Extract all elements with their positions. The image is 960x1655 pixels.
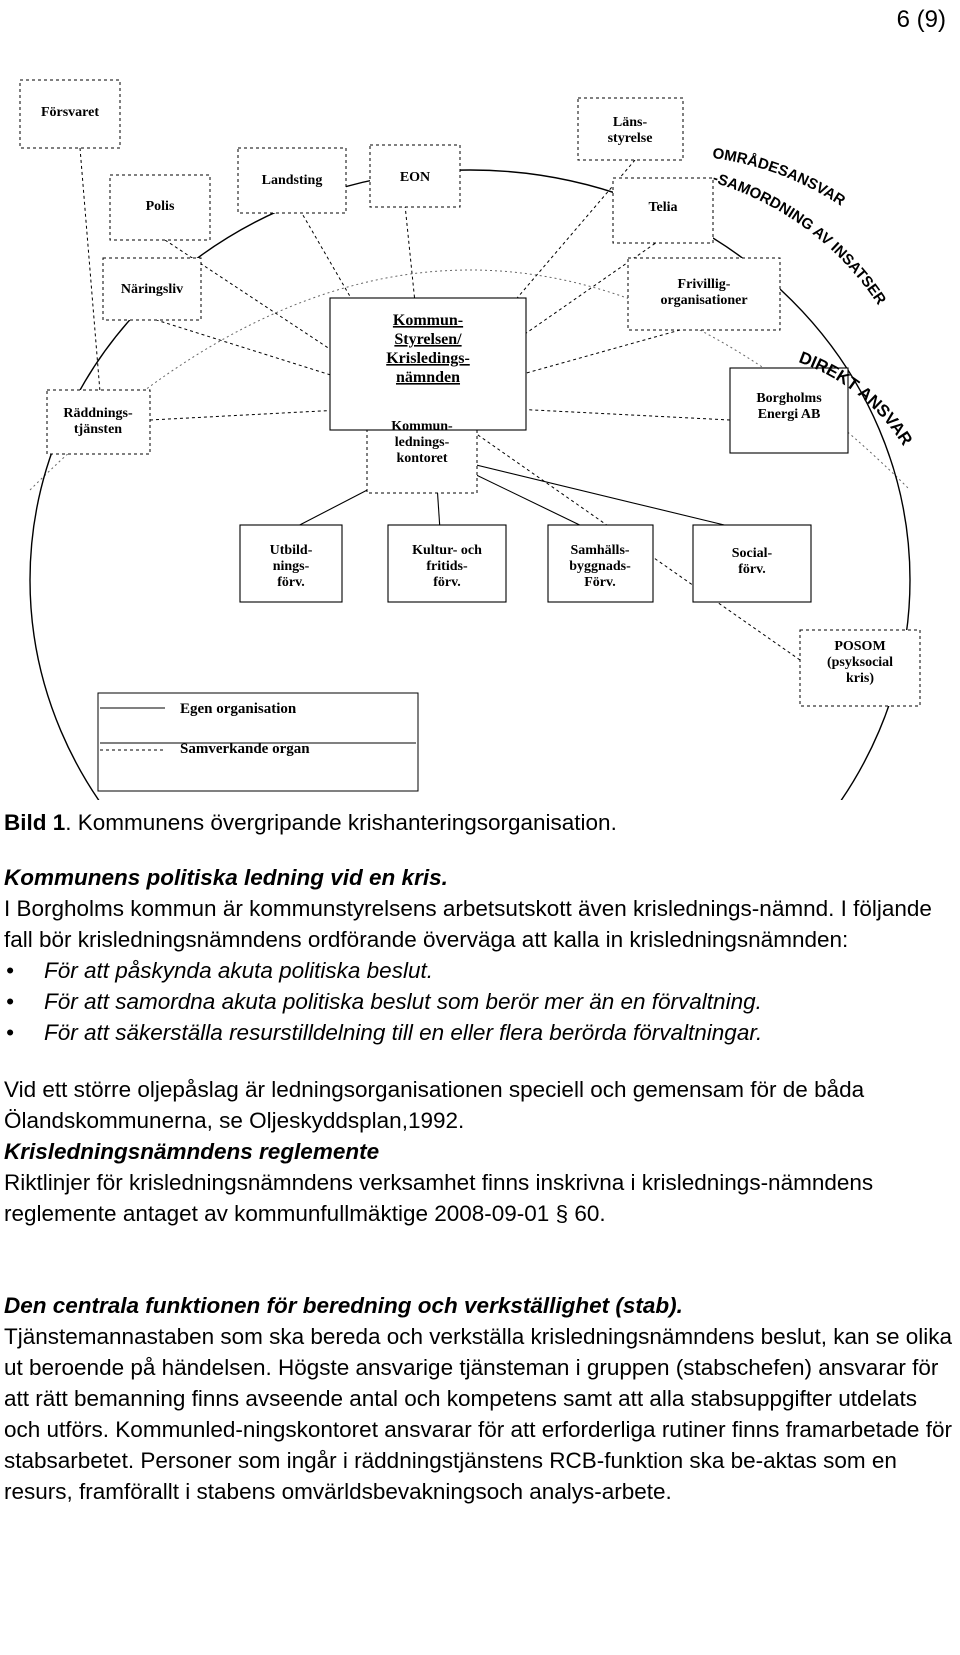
list-item: • För att påskynda akuta politiska beslut. — [4, 955, 954, 986]
page-number: 6 (9) — [896, 6, 946, 33]
legend — [98, 693, 418, 791]
section-paragraph: Riktlinjer för krisledningsnämndens verksamhet finns inskrivna i krislednings-nämndens reglemente antaget av kommunfullmäktige 2008-09-01 § 60. — [4, 1170, 874, 1226]
node-label-line: förv. — [738, 562, 766, 577]
node-label-line: tjänsten — [73, 422, 123, 437]
node-label-line: Läns- — [612, 115, 648, 130]
node-label-line: Samhälls- — [570, 543, 630, 558]
legend-solid-label: Egen organisation — [180, 701, 297, 717]
solid-connectors — [290, 445, 745, 530]
node-label-line: (psyksocial — [826, 655, 894, 670]
figure-caption: Bild 1. Kommunens övergripande krishanteringsorganisation. — [4, 810, 617, 835]
node-label-line: POSOM — [834, 639, 886, 654]
section-political-leadership — [4, 862, 954, 1136]
organisation-diagram — [0, 60, 960, 800]
node-label-line: kontoret — [396, 451, 448, 466]
node-label-line: Polis — [145, 199, 175, 214]
label-kommunledningskontoret — [391, 419, 453, 466]
section-regulation — [4, 1136, 954, 1229]
legend-dashed-label: Samverkande organ — [180, 741, 310, 757]
oil-paragraph: Vid ett större oljepåslag är ledningsorganisationen speciell och gemensam för de båda Ölandskommunerna, se Oljeskyddsplan,1992. — [4, 1077, 865, 1133]
node-label-line: Energi AB — [757, 407, 821, 422]
section-paragraph: I Borgholms kommun är kommunstyrelsens arbetsutskott även krislednings-nämnd. I följande fall bör krisledningsnämndens ordförande överväga att kalla in krisledningsnämnden: — [4, 896, 932, 952]
node-label-line: Försvaret — [40, 105, 100, 120]
label-lansstyrelse — [608, 115, 653, 146]
node-label-line: EON — [399, 170, 431, 185]
node-label-line: byggnads- — [569, 559, 631, 574]
node-label-line: Styrelsen/ — [394, 331, 462, 348]
label-borgholms-energi — [756, 391, 822, 422]
label-telia — [648, 200, 677, 215]
label-eon — [400, 170, 430, 185]
arc-label-direkt: DIREKT ANSVAR — [796, 347, 917, 449]
label-polis — [146, 199, 175, 214]
node-label-line: Kommun- — [392, 312, 464, 329]
node-label-line: lednings- — [394, 435, 450, 450]
node-label-line: Borgholms — [756, 391, 822, 406]
bullet-list — [4, 955, 954, 1048]
label-naringsliv — [121, 282, 183, 297]
label-forsvaret — [41, 105, 99, 120]
node-label-line: Telia — [648, 200, 678, 215]
node-label-line: Kommun- — [391, 419, 453, 434]
node-label-line: Landsting — [261, 173, 323, 188]
node-label-line: fritids- — [426, 559, 468, 574]
node-label-line: nings- — [272, 559, 310, 574]
node-label-line: Krisledings- — [386, 350, 470, 367]
label-landsting — [262, 173, 323, 188]
node-label-line: Frivillig- — [677, 277, 731, 292]
node-label-line: Utbild- — [269, 543, 313, 558]
section-heading: Kommunens politiska ledning vid en kris. — [4, 865, 448, 890]
node-label-line: Räddnings- — [63, 406, 133, 421]
list-item: • För att säkerställa resurstilldelning till en eller flera berörda förvaltningar. — [4, 1017, 954, 1048]
arc-label-omradesansvar: OMRÅDESANSVAR — [711, 145, 849, 210]
node-label-line: Näringsliv — [120, 282, 184, 297]
arc-label-samordning: -SAMORDNING AV INSATSER — [710, 169, 890, 308]
node-label-line: Social- — [731, 546, 773, 561]
node-label-line: förv. — [433, 575, 461, 590]
node-label-line: Förv. — [584, 575, 616, 590]
list-item: • För att samordna akuta politiska beslut som berör mer än en förvaltning. — [4, 986, 954, 1017]
node-label-line: nämnden — [395, 369, 461, 386]
node-label-line: styrelse — [607, 131, 653, 146]
section-staff — [4, 1290, 954, 1507]
section-heading: Den centrala funktionen för beredning och verkställighet (stab). — [4, 1293, 683, 1318]
node-label-line: Kultur- och — [412, 543, 482, 558]
section-paragraph: Tjänstemannastaben som ska bereda och verkställa krisledningsnämndens beslut, kan se olika ut beroende på händelsen. Högste ansvarige tjänsteman i gruppen (stabschefen) ansvarar för att rätt bemanning finns avseende antal och kompetens samt att alla stabsuppgifter utdelats och utförs. Kommunled-ningskontoret ansvarar för att erforderliga rutiner finns framarbetade för stabsarbetet. Personer som ingår i räddningstjänstens RCB-funktion ska be-aktas som en resurs, framförallt i stabens omvärldsbevakningsoch analys-arbete. — [4, 1324, 953, 1504]
node-label-line: kris) — [846, 671, 874, 686]
node-label-line: förv. — [277, 575, 305, 590]
node-label-line: organisationer — [660, 293, 748, 308]
section-heading: Krisledningsnämndens reglemente — [4, 1139, 380, 1164]
